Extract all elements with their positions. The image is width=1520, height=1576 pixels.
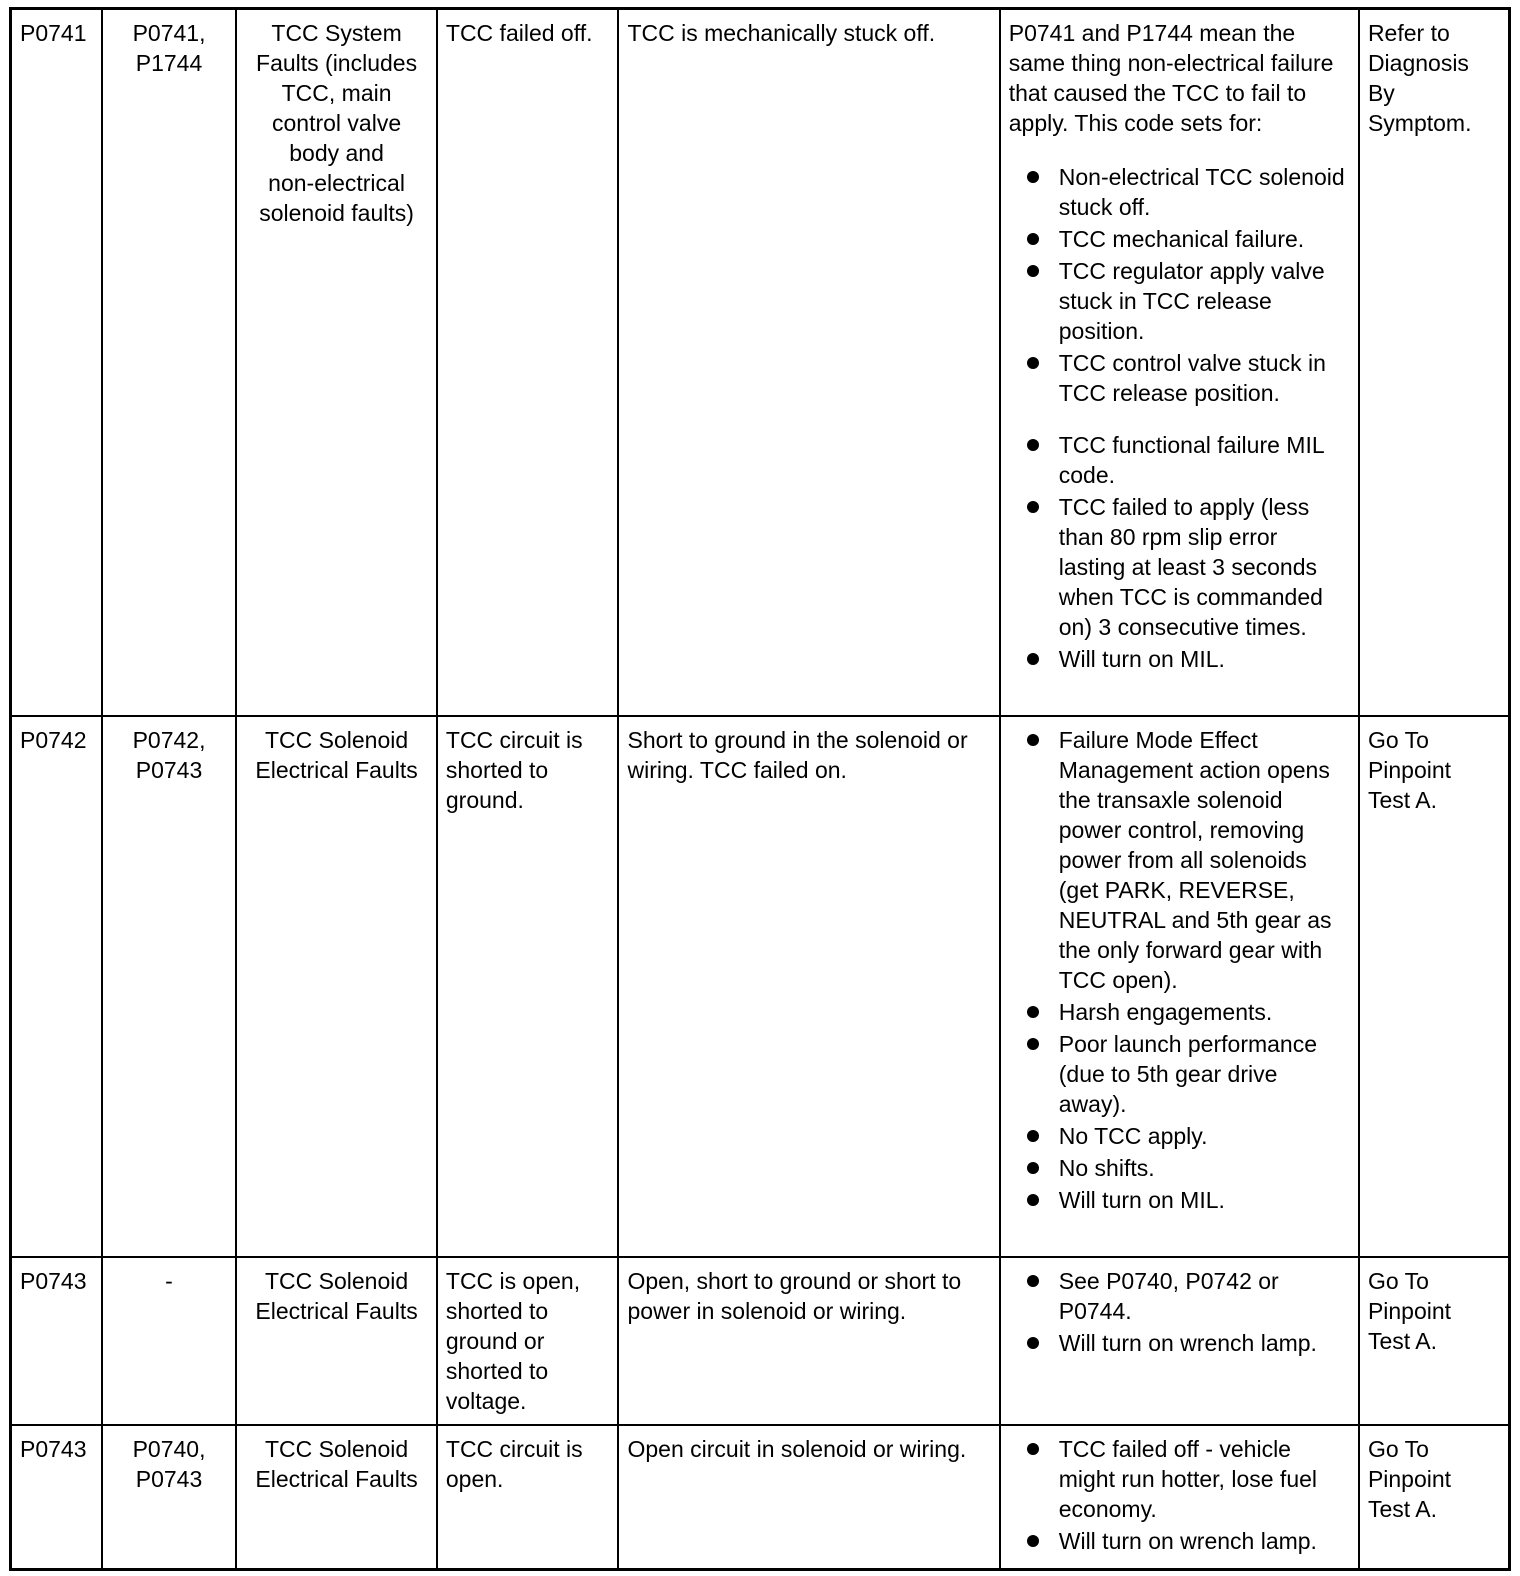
symptom-item: Poor launch performance (due to 5th gear drive away).: [1009, 1029, 1350, 1119]
action-line: Pinpoint: [1367, 1466, 1452, 1492]
action-line: Refer to: [1367, 20, 1450, 46]
symptom-item: Will turn on wrench lamp.: [1009, 1328, 1350, 1358]
system-description: [236, 1425, 437, 1570]
symptom-item: TCC failed off - vehicle might run hotter, lose fuel economy.: [1009, 1434, 1350, 1524]
system-line: TCC, main: [281, 80, 392, 106]
fault-condition: TCC circuit is shorted to ground.: [437, 716, 619, 1257]
related-code: P0741,: [132, 20, 206, 46]
system-line: TCC Solenoid: [264, 1268, 409, 1294]
table-row: [11, 9, 1510, 717]
action-line: By: [1367, 80, 1395, 106]
symptom-item: Will turn on MIL.: [1009, 1185, 1350, 1215]
system-line: non-electrical: [268, 170, 405, 196]
system-line: body and: [289, 140, 384, 166]
symptom-item: TCC control valve stuck in TCC release position.: [1009, 348, 1350, 408]
related-code: P0742,: [132, 727, 206, 753]
related-code: P1744: [135, 50, 203, 76]
symptom-list: [1009, 1434, 1350, 1556]
related-codes: [102, 1425, 236, 1570]
probable-cause: Open, short to ground or short to power in solenoid or wiring.: [618, 1257, 999, 1425]
action-line: Go To: [1367, 727, 1429, 753]
dtc-code: P0741: [11, 9, 102, 717]
probable-cause: Open circuit in solenoid or wiring.: [618, 1425, 999, 1570]
system-line: Faults (includes: [256, 50, 418, 76]
action-cell: [1359, 9, 1510, 717]
action-line: Go To: [1367, 1268, 1429, 1294]
symptom-item: Will turn on MIL.: [1009, 644, 1350, 674]
symptom-list: [1009, 1266, 1350, 1358]
action-line: Diagnosis: [1367, 50, 1469, 76]
symptom-item: Failure Mode Effect Management action opens the transaxle solenoid power control, removing power from all solenoids (get PARK, REVERSE, NEUTRAL and 5th gear as the only forward gear with TCC open).: [1009, 725, 1350, 995]
system-line: TCC Solenoid: [264, 727, 409, 753]
symptom-item: TCC mechanical failure.: [1009, 224, 1350, 254]
action-line: Symptom.: [1367, 110, 1472, 136]
fault-condition: TCC circuit is open.: [437, 1425, 619, 1570]
symptoms-cell: [1000, 1257, 1359, 1425]
system-description: [236, 716, 437, 1257]
action-cell: [1359, 1257, 1510, 1425]
table-row: [11, 716, 1510, 1257]
system-line: Electrical Faults: [255, 757, 418, 783]
action-line: Test A.: [1367, 1496, 1437, 1522]
action-line: Pinpoint: [1367, 1298, 1452, 1324]
system-line: solenoid faults): [259, 200, 414, 226]
symptoms-cell: [1000, 1425, 1359, 1570]
system-line: TCC Solenoid: [264, 1436, 409, 1462]
system-line: Electrical Faults: [255, 1466, 418, 1492]
table-row: [11, 1425, 1510, 1570]
tcc-fault-table: [9, 7, 1511, 1571]
system-description: [236, 1257, 437, 1425]
fault-condition: TCC is open, shorted to ground or shorted to voltage.: [437, 1257, 619, 1425]
symptom-item: Non-electrical TCC solenoid stuck off.: [1009, 162, 1350, 222]
dtc-code: P0743: [11, 1425, 102, 1570]
related-codes: [102, 1257, 236, 1425]
symptom-note: P0741 and P1744 mean the same thing non-electrical failure that caused the TCC to fail to apply. This code sets for:: [1008, 20, 1334, 136]
symptom-item: TCC functional failure MIL code.: [1009, 430, 1350, 490]
action-line: Pinpoint: [1367, 757, 1452, 783]
action-cell: [1359, 1425, 1510, 1570]
dtc-code: P0743: [11, 1257, 102, 1425]
symptom-list: [1009, 725, 1350, 1215]
related-code: P0743: [135, 1466, 203, 1492]
symptom-item: Will turn on wrench lamp.: [1009, 1526, 1350, 1556]
table-row: [11, 1257, 1510, 1425]
symptom-item: TCC failed to apply (less than 80 rpm slip error lasting at least 3 seconds when TCC is commanded on) 3 consecutive times.: [1009, 492, 1350, 642]
action-line: Go To: [1367, 1436, 1429, 1462]
action-line: Test A.: [1367, 1328, 1437, 1354]
dtc-code: P0742: [11, 716, 102, 1257]
system-line: TCC System: [271, 20, 402, 46]
system-line: control valve: [272, 110, 402, 136]
related-code: P0743: [135, 757, 203, 783]
symptoms-cell: [1000, 716, 1359, 1257]
symptom-item: Harsh engagements.: [1009, 997, 1350, 1027]
probable-cause: TCC is mechanically stuck off.: [618, 9, 999, 717]
related-codes: [102, 9, 236, 717]
fault-condition: TCC failed off.: [437, 9, 619, 717]
related-codes: [102, 716, 236, 1257]
related-code: P0740,: [132, 1436, 206, 1462]
symptom-item: TCC regulator apply valve stuck in TCC release position.: [1009, 256, 1350, 346]
symptom-list: [1009, 162, 1350, 674]
action-cell: [1359, 716, 1510, 1257]
related-code: -: [165, 1268, 173, 1294]
system-line: Electrical Faults: [255, 1298, 418, 1324]
symptom-item: No shifts.: [1009, 1153, 1350, 1183]
action-line: Test A.: [1367, 787, 1437, 813]
symptom-item: See P0740, P0742 or P0744.: [1009, 1266, 1350, 1326]
symptom-item: No TCC apply.: [1009, 1121, 1350, 1151]
symptoms-cell: [1000, 9, 1359, 717]
probable-cause: Short to ground in the solenoid or wiring. TCC failed on.: [618, 716, 999, 1257]
system-description: [236, 9, 437, 717]
